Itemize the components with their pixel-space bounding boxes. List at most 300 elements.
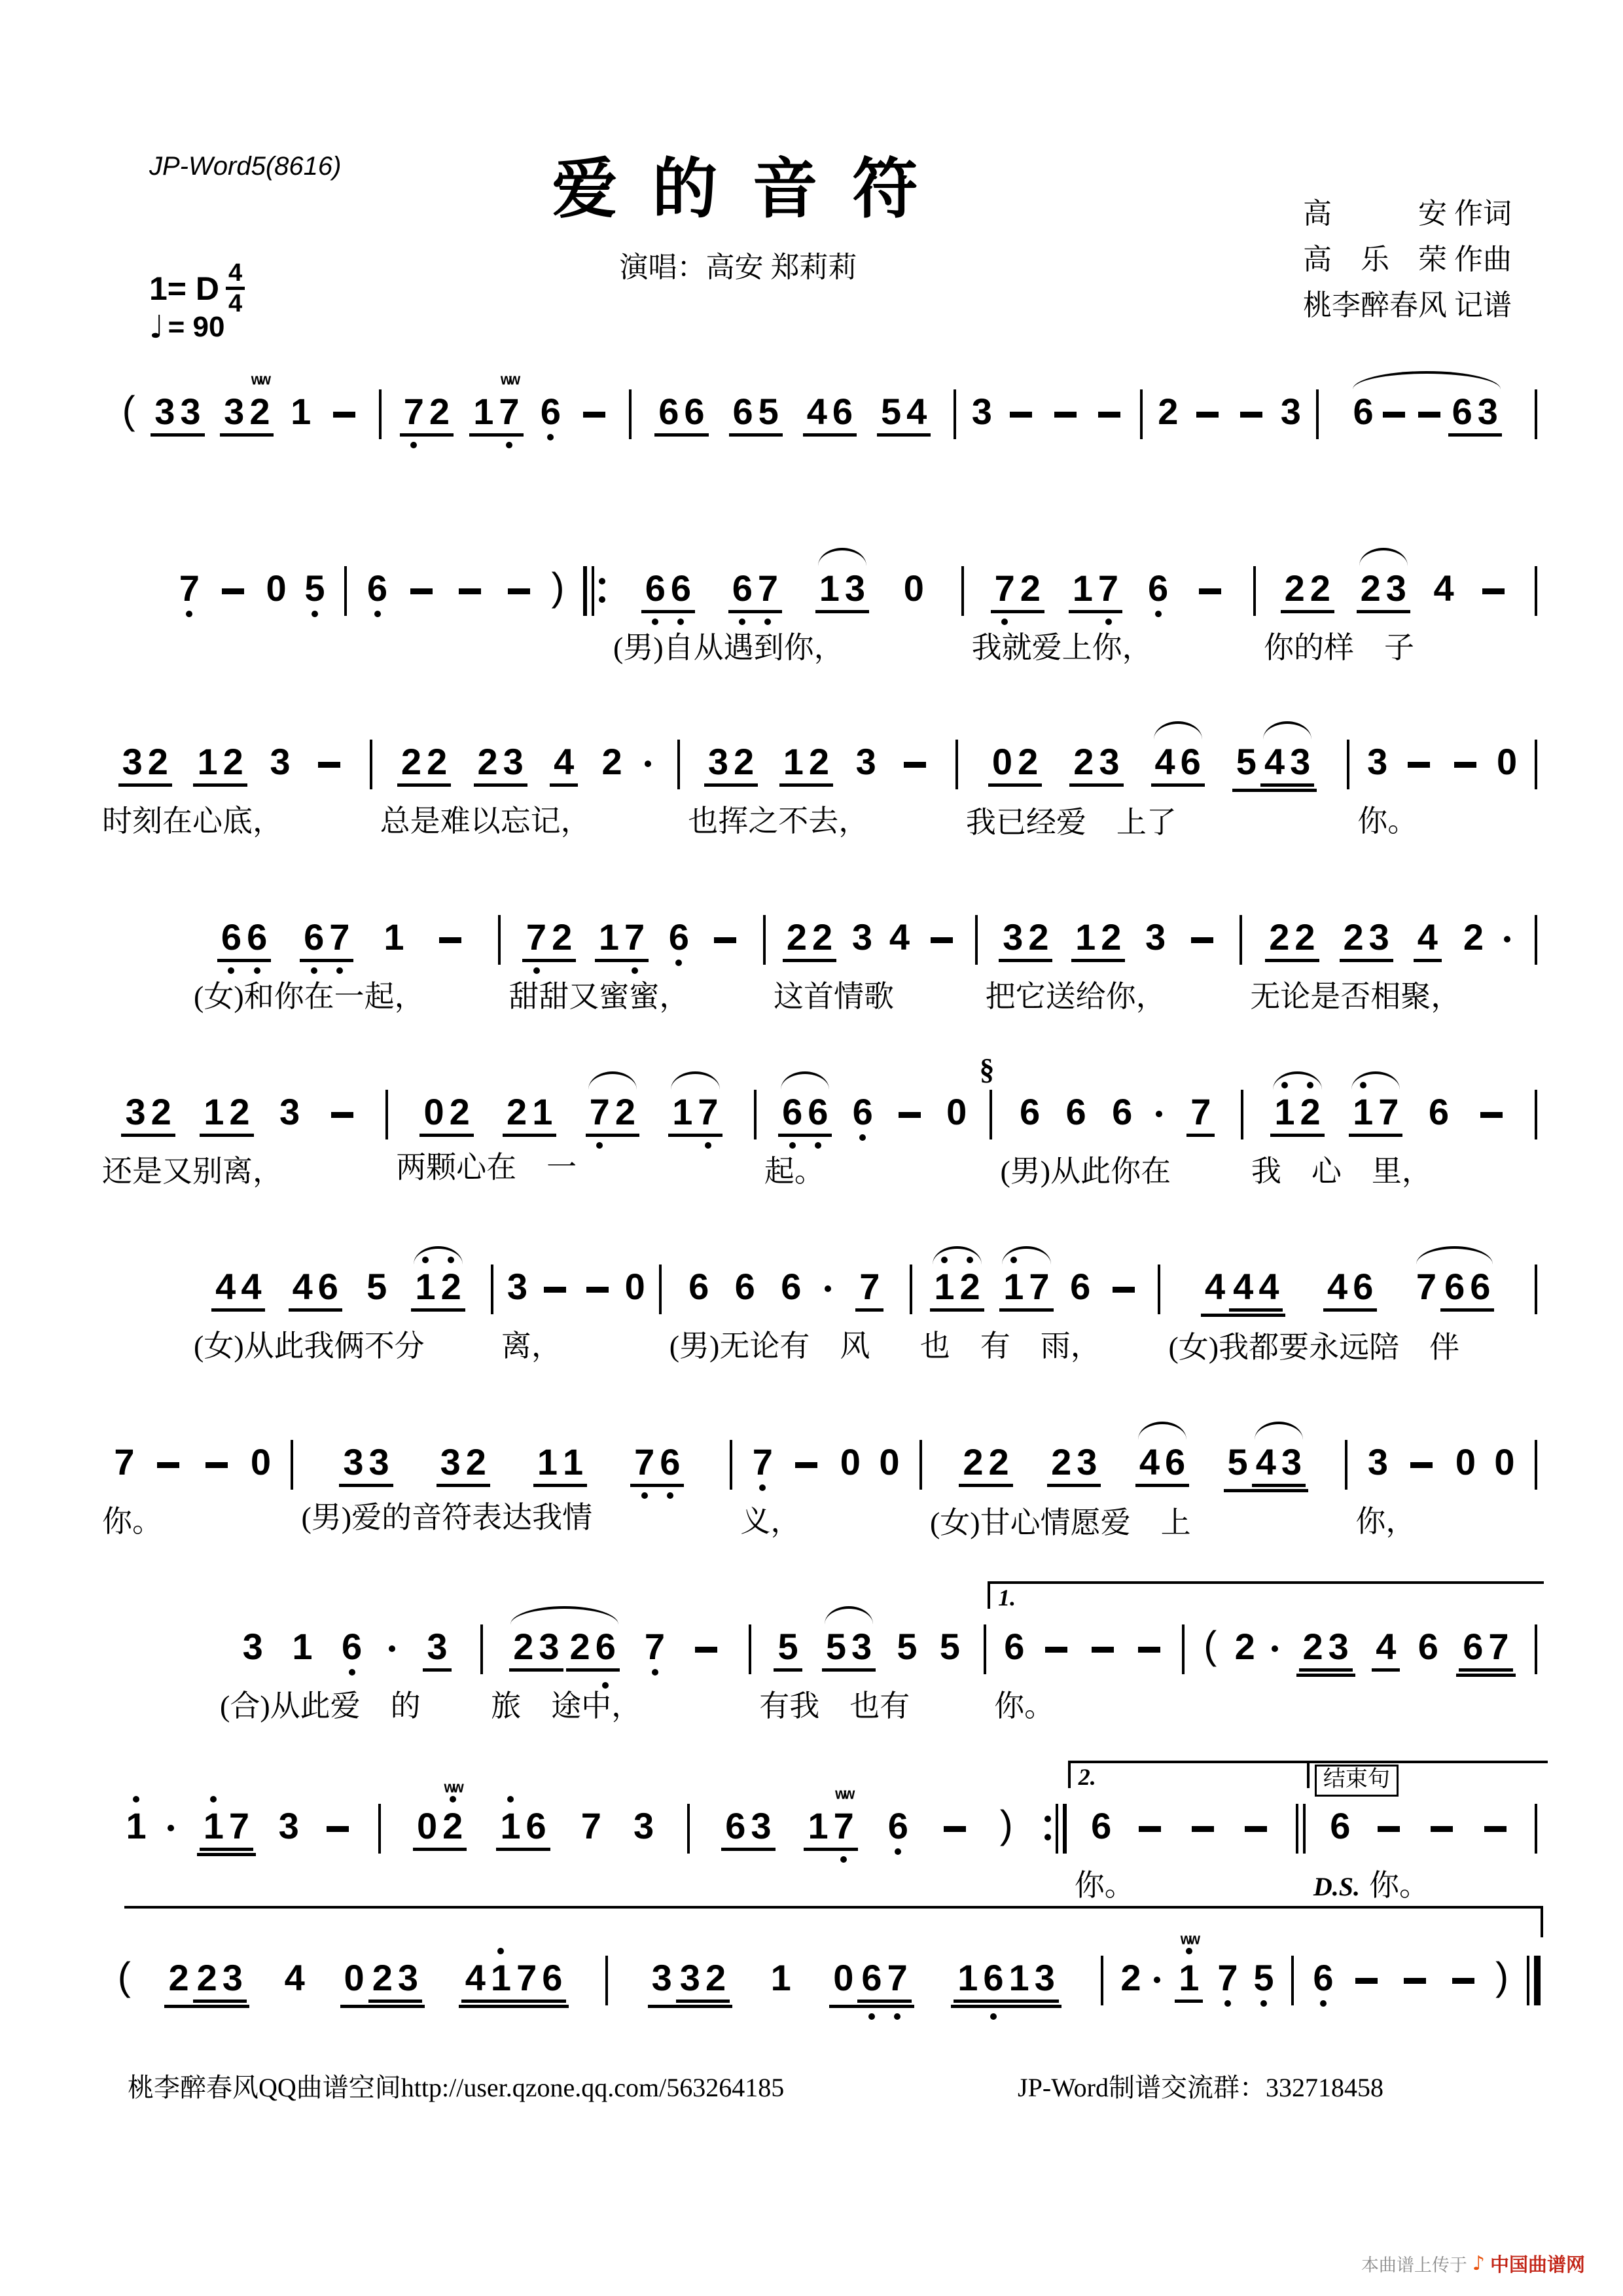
dash-note bbox=[1199, 588, 1221, 594]
barline-stroke bbox=[1291, 1956, 1294, 2005]
note: 2 bbox=[372, 1957, 393, 1998]
octave-dot bbox=[815, 1142, 821, 1149]
footer-right: JP-Word制谱交流群：332718458 bbox=[1018, 2073, 1384, 2102]
note: 7 ww bbox=[496, 376, 522, 431]
barline bbox=[1182, 1611, 1185, 1674]
barline-stroke bbox=[919, 1440, 922, 1490]
dash-note bbox=[695, 1647, 717, 1653]
note: 3 bbox=[1367, 1441, 1388, 1482]
barline-stroke bbox=[984, 1624, 986, 1674]
note: 2 bbox=[988, 1441, 1009, 1482]
note: 2 bbox=[1298, 1077, 1323, 1132]
dash-note bbox=[1138, 1647, 1160, 1653]
note: 2 bbox=[1120, 1957, 1141, 1998]
lyric: 离， bbox=[501, 1329, 562, 1363]
parenthesis: ( bbox=[1204, 1623, 1217, 1667]
beam-group bbox=[474, 726, 527, 787]
beam-group bbox=[1281, 553, 1334, 613]
mordent-icon: ww bbox=[835, 1784, 853, 1803]
note: 1 bbox=[1272, 1077, 1297, 1132]
barline-stroke bbox=[1535, 1265, 1537, 1314]
note: 2 bbox=[601, 741, 622, 782]
note: 7 bbox=[632, 1427, 657, 1482]
note: 4 bbox=[889, 916, 910, 958]
lyric: 你。 bbox=[994, 1689, 1055, 1723]
octave-dot bbox=[1010, 1257, 1017, 1263]
barline bbox=[1296, 1791, 1306, 1854]
octave-dot bbox=[1320, 2000, 1327, 2007]
beam-group bbox=[1229, 1251, 1283, 1312]
note: 2 bbox=[438, 1251, 464, 1306]
beam-group bbox=[1296, 1611, 1355, 1677]
measure bbox=[684, 726, 952, 840]
slur-group bbox=[668, 1077, 722, 1137]
dash-note bbox=[1484, 1826, 1507, 1832]
beam-group bbox=[1340, 902, 1393, 962]
beam-group bbox=[200, 1077, 253, 1137]
note: 3 bbox=[751, 1805, 772, 1846]
notes-row bbox=[98, 1077, 382, 1141]
note: 7 bbox=[755, 553, 781, 608]
note: 3 bbox=[1385, 567, 1406, 609]
dash-note bbox=[1010, 412, 1032, 418]
note: 7 bbox=[1215, 1943, 1240, 2007]
note: 6 bbox=[643, 553, 668, 608]
note: 6 bbox=[684, 391, 705, 432]
notes-row bbox=[635, 376, 950, 437]
beam-group bbox=[522, 902, 576, 962]
note: 7 bbox=[885, 1943, 910, 1998]
note: 6 bbox=[1070, 1266, 1091, 1307]
measure bbox=[926, 1427, 1341, 1542]
octave-dot bbox=[228, 967, 234, 974]
note: 1 bbox=[488, 1943, 514, 1998]
notes-row bbox=[190, 902, 494, 966]
measure bbox=[85, 1943, 601, 2051]
note: 4 bbox=[465, 1957, 486, 1998]
note: 2 bbox=[1310, 567, 1330, 609]
barline-stroke bbox=[1535, 915, 1537, 965]
barline-stroke bbox=[491, 1265, 493, 1314]
lyric bbox=[1298, 2013, 1523, 2050]
note: 3 bbox=[397, 1957, 419, 1998]
lyric bbox=[960, 447, 1135, 484]
barline bbox=[1535, 376, 1537, 439]
notes-row bbox=[968, 553, 1249, 617]
note: 4 bbox=[215, 1266, 236, 1307]
notes-row bbox=[351, 553, 579, 617]
note: 3 bbox=[1145, 916, 1166, 958]
note: 6 bbox=[365, 553, 390, 617]
note: 2 bbox=[1360, 567, 1381, 609]
dot bbox=[1044, 1816, 1051, 1822]
beam-group bbox=[1047, 1427, 1101, 1487]
slur-group bbox=[411, 1251, 465, 1312]
ds-marking: D.S. bbox=[1313, 1872, 1361, 1901]
lyric: 旅 途中， bbox=[491, 1689, 642, 1723]
barline-stroke bbox=[1101, 1956, 1103, 2005]
note: 4 bbox=[1264, 741, 1285, 782]
lyric: 我 心 里， bbox=[1251, 1155, 1432, 1188]
dash-note bbox=[1192, 1826, 1214, 1832]
beam-group bbox=[289, 1251, 342, 1312]
note: 6 bbox=[1452, 391, 1472, 432]
note: 2 bbox=[1269, 916, 1290, 958]
barline bbox=[1044, 1791, 1067, 1854]
note: 5 bbox=[1236, 741, 1257, 782]
note: 4 bbox=[906, 391, 927, 432]
barline-stroke bbox=[1063, 1804, 1067, 1854]
lyric: (男)从此你在 bbox=[1000, 1155, 1171, 1188]
note: 3 bbox=[707, 741, 728, 782]
octave-dot bbox=[632, 967, 638, 974]
note: 1 bbox=[204, 1091, 224, 1132]
note: 3 bbox=[855, 741, 876, 782]
augmentation-dot bbox=[825, 1285, 831, 1292]
music-system bbox=[190, 1251, 1541, 1367]
note: 3 bbox=[651, 1957, 672, 1998]
octave-dot bbox=[859, 1134, 866, 1141]
octave-dot bbox=[789, 1142, 796, 1149]
beam-group bbox=[469, 370, 523, 437]
beam-group bbox=[951, 1943, 1061, 2008]
slur-group bbox=[1350, 376, 1503, 437]
beam-group bbox=[630, 1427, 684, 1487]
octave-dot bbox=[941, 1257, 948, 1263]
barline bbox=[1241, 1077, 1243, 1139]
beam-group bbox=[595, 902, 649, 962]
beam-group bbox=[774, 1611, 802, 1672]
transcriber: 桃李醉春风 记谱 bbox=[1303, 289, 1512, 321]
note: 4 bbox=[1139, 1441, 1160, 1482]
note: 6 bbox=[781, 1266, 802, 1307]
barline-stroke bbox=[1535, 389, 1537, 439]
beam-group bbox=[1372, 1611, 1400, 1672]
note: 7 bbox=[1488, 1626, 1509, 1667]
barline bbox=[480, 1611, 483, 1674]
octave-dot bbox=[450, 1796, 456, 1803]
barline bbox=[1347, 726, 1349, 789]
note: 6 bbox=[1145, 553, 1171, 617]
barline bbox=[1535, 902, 1537, 965]
note: 6 bbox=[688, 1266, 709, 1307]
note: 6 bbox=[859, 1943, 884, 1998]
beam-group bbox=[550, 726, 578, 787]
note: 7 bbox=[524, 902, 549, 957]
measure bbox=[760, 1077, 986, 1191]
note: 2 ww bbox=[442, 1778, 463, 1846]
note: 2 bbox=[147, 741, 168, 782]
measure bbox=[666, 1251, 906, 1365]
lyric: 有我 也有 bbox=[759, 1689, 910, 1723]
lyric: 起。 bbox=[764, 1155, 825, 1188]
music-system bbox=[164, 553, 1541, 667]
barline-stroke bbox=[583, 566, 587, 616]
dot bbox=[599, 578, 605, 584]
lyric: 两颗心在 一 bbox=[396, 1151, 577, 1184]
dash-note bbox=[331, 1112, 353, 1118]
barline-stroke bbox=[1535, 1624, 1537, 1674]
slur-group bbox=[1135, 1427, 1189, 1487]
octave-dot bbox=[602, 1682, 609, 1689]
dash-note bbox=[1240, 412, 1262, 418]
barline bbox=[763, 902, 766, 965]
measure bbox=[1147, 376, 1313, 484]
note: 1 bbox=[537, 1441, 558, 1482]
note: 7 bbox=[859, 1266, 880, 1307]
note: 7 bbox=[642, 1611, 668, 1676]
note: 2 bbox=[786, 916, 807, 958]
beam-group bbox=[991, 553, 1044, 613]
note: 6 bbox=[779, 1077, 805, 1132]
note: 6 bbox=[805, 1077, 830, 1132]
octave-dot bbox=[990, 2013, 997, 2020]
measure bbox=[635, 376, 950, 480]
note: 1 bbox=[783, 741, 804, 782]
notes-row bbox=[996, 1077, 1236, 1141]
note: 2 bbox=[427, 741, 448, 782]
octave-dot bbox=[506, 442, 512, 448]
barline-stroke bbox=[1535, 740, 1537, 789]
note: 2 bbox=[196, 1957, 217, 1998]
barline-stroke bbox=[749, 1624, 751, 1674]
slur-group bbox=[822, 1611, 876, 1672]
note: 1 bbox=[808, 1805, 829, 1846]
measure bbox=[1323, 376, 1531, 480]
note: 2 bbox=[615, 1091, 635, 1132]
lyric: 你的样 子 bbox=[1263, 631, 1414, 664]
beam-group bbox=[1224, 1427, 1308, 1492]
dash-note bbox=[1191, 937, 1213, 943]
barline-stroke bbox=[1347, 740, 1349, 789]
parenthesis: ) bbox=[999, 1803, 1013, 1846]
notes-row bbox=[609, 553, 957, 617]
barline bbox=[379, 376, 382, 439]
music-system bbox=[190, 902, 1541, 1016]
note: 6 bbox=[657, 1427, 683, 1482]
volta-label: 2. bbox=[1078, 1764, 1096, 1790]
note: 3 bbox=[1281, 1441, 1302, 1482]
note: 1 bbox=[598, 916, 619, 958]
barline-stroke bbox=[730, 1440, 732, 1490]
note: 2 bbox=[1020, 567, 1041, 609]
note: 6 bbox=[1310, 1943, 1336, 2007]
barline bbox=[659, 1251, 662, 1314]
mordent-icon: ww bbox=[444, 1778, 461, 1797]
parenthesis: ( bbox=[117, 1954, 131, 1998]
beam-group bbox=[729, 376, 783, 437]
note: 6 bbox=[1418, 1626, 1438, 1667]
beam-group bbox=[197, 1791, 256, 1856]
note: 2 bbox=[229, 1091, 250, 1132]
beam-group bbox=[151, 376, 204, 437]
notes-row bbox=[1260, 553, 1531, 617]
slur-group bbox=[586, 1077, 639, 1137]
note: 3 bbox=[1280, 391, 1301, 432]
measure bbox=[960, 376, 1135, 484]
note: 1 bbox=[383, 916, 404, 958]
beam-group bbox=[118, 726, 172, 787]
note: 5 bbox=[302, 553, 327, 617]
barline-stroke bbox=[1527, 1956, 1529, 2005]
dash-note bbox=[1355, 1978, 1378, 1984]
quarter-note-icon: ♩ bbox=[149, 309, 164, 346]
octave-dot bbox=[186, 611, 192, 617]
beam-group bbox=[566, 1611, 620, 1672]
note: 1 bbox=[412, 1251, 438, 1306]
measure bbox=[1246, 902, 1531, 1016]
octave-dot bbox=[641, 1492, 648, 1499]
note: 2 bbox=[401, 741, 422, 782]
notes-row bbox=[216, 1611, 476, 1676]
page-title: 爱 的 音 符 bbox=[552, 153, 927, 226]
note: 6 bbox=[1463, 1626, 1484, 1667]
measure bbox=[916, 1251, 1154, 1365]
dash-note bbox=[508, 588, 530, 594]
barline-stroke bbox=[1240, 915, 1242, 965]
octave-dot bbox=[1105, 619, 1112, 625]
barline-stroke bbox=[1296, 1804, 1298, 1854]
note: 7 bbox=[750, 1427, 776, 1491]
notes-row bbox=[755, 1611, 980, 1676]
barline bbox=[687, 1791, 690, 1854]
note: 2 bbox=[223, 741, 243, 782]
parenthesis: ( bbox=[122, 388, 135, 432]
note: 6 bbox=[1019, 1091, 1041, 1132]
note: 1 bbox=[672, 1091, 693, 1132]
composer: 高 乐 荣 作曲 bbox=[1303, 243, 1512, 276]
beam-group bbox=[419, 1077, 473, 1137]
octave-dot bbox=[133, 1796, 139, 1803]
lyric: 你。 bbox=[1357, 804, 1418, 838]
note: 1 bbox=[201, 1791, 226, 1846]
note: 3 bbox=[440, 1441, 461, 1482]
mordent-icon: ww bbox=[1180, 1929, 1198, 1948]
note: 2 bbox=[734, 741, 755, 782]
note: 6 bbox=[1164, 1441, 1186, 1482]
notes-row bbox=[497, 1251, 655, 1316]
notes-row bbox=[505, 902, 759, 966]
note: 1 bbox=[292, 1626, 313, 1667]
beam-group bbox=[503, 1077, 556, 1137]
lyric: (女)甘心情愿爱 上 bbox=[929, 1506, 1191, 1539]
barline bbox=[910, 1251, 912, 1314]
octave-dot bbox=[1360, 1082, 1366, 1088]
lyric bbox=[164, 624, 340, 660]
octave-dot bbox=[311, 967, 317, 974]
barline bbox=[583, 553, 605, 616]
beam-group bbox=[1201, 1251, 1285, 1317]
beam-group bbox=[1299, 1611, 1353, 1672]
notes-row bbox=[385, 370, 626, 440]
dash-note bbox=[1245, 1826, 1267, 1832]
lyric bbox=[1188, 1683, 1531, 1720]
notes-row bbox=[926, 1427, 1341, 1492]
augmentation-dot bbox=[1156, 1111, 1162, 1117]
note: 3 bbox=[368, 1441, 389, 1482]
lyric: (女)我都要永远陪 伴 bbox=[1168, 1331, 1460, 1364]
dash-note bbox=[904, 762, 926, 768]
octave-dot bbox=[422, 1257, 429, 1263]
note: 2 bbox=[151, 1091, 171, 1132]
dot bbox=[1044, 1834, 1051, 1840]
note: 0 bbox=[879, 1441, 900, 1482]
note: 1 bbox=[291, 391, 312, 432]
notes-row bbox=[1188, 1611, 1531, 1677]
note: 1 bbox=[931, 1251, 957, 1306]
measure bbox=[487, 1611, 745, 1725]
barline bbox=[370, 726, 372, 789]
volta-bracket bbox=[1307, 1761, 1548, 1791]
barline-stroke bbox=[677, 740, 680, 789]
note: 6 bbox=[668, 553, 694, 608]
note: 0 bbox=[1494, 1441, 1515, 1482]
barline bbox=[498, 902, 501, 965]
octave-dot bbox=[652, 1669, 658, 1676]
barline-stroke bbox=[291, 1440, 293, 1490]
octave-dot bbox=[507, 1796, 514, 1803]
dash-note bbox=[1431, 1826, 1453, 1832]
beam-group bbox=[339, 1427, 393, 1487]
beam-group bbox=[164, 1943, 249, 2008]
octave-dot bbox=[759, 1484, 766, 1491]
dash-note bbox=[1113, 1287, 1135, 1293]
octave-dot bbox=[895, 1848, 901, 1855]
beam-group bbox=[654, 376, 708, 437]
note: 3 bbox=[279, 1091, 300, 1132]
beam-group bbox=[704, 726, 758, 787]
barline-stroke bbox=[1303, 1804, 1306, 1854]
octave-dot bbox=[596, 1142, 603, 1149]
dash-note bbox=[222, 588, 244, 594]
note: 0 bbox=[423, 1091, 444, 1132]
music-system bbox=[85, 1929, 1544, 2051]
measure bbox=[736, 1427, 916, 1541]
dash-note bbox=[931, 937, 953, 943]
barline bbox=[291, 1427, 293, 1490]
beam-group bbox=[959, 1427, 1012, 1487]
octave-dot bbox=[547, 434, 554, 440]
music-system bbox=[108, 370, 1541, 484]
site-stamp bbox=[1361, 2250, 1585, 2277]
barline-stroke bbox=[1535, 566, 1537, 616]
measure bbox=[1351, 1427, 1531, 1541]
barline bbox=[491, 1251, 493, 1314]
octave-dot bbox=[652, 619, 658, 625]
watermark: JP-Word5(8616) bbox=[149, 152, 342, 181]
note: 3 bbox=[1290, 741, 1311, 782]
note: 6 bbox=[658, 391, 679, 432]
note: 2 bbox=[449, 1091, 470, 1132]
barline-stroke bbox=[605, 1956, 608, 2005]
barline bbox=[1253, 553, 1256, 616]
measure bbox=[770, 902, 971, 1016]
note: 4 bbox=[1417, 916, 1438, 958]
note: 1 bbox=[819, 567, 840, 609]
octave-dot bbox=[677, 619, 684, 625]
barline-stroke bbox=[498, 915, 501, 965]
slur-group bbox=[815, 553, 869, 613]
note: 2 bbox=[569, 1626, 590, 1667]
dash-note bbox=[1098, 412, 1120, 418]
barline-stroke bbox=[763, 915, 766, 965]
barline-stroke bbox=[385, 1090, 388, 1139]
barline-stroke bbox=[955, 740, 958, 789]
dash-note bbox=[795, 1462, 817, 1468]
ending-label: 结束句 bbox=[1315, 1765, 1399, 1797]
barline bbox=[344, 553, 347, 616]
note: 4 bbox=[1433, 567, 1454, 609]
